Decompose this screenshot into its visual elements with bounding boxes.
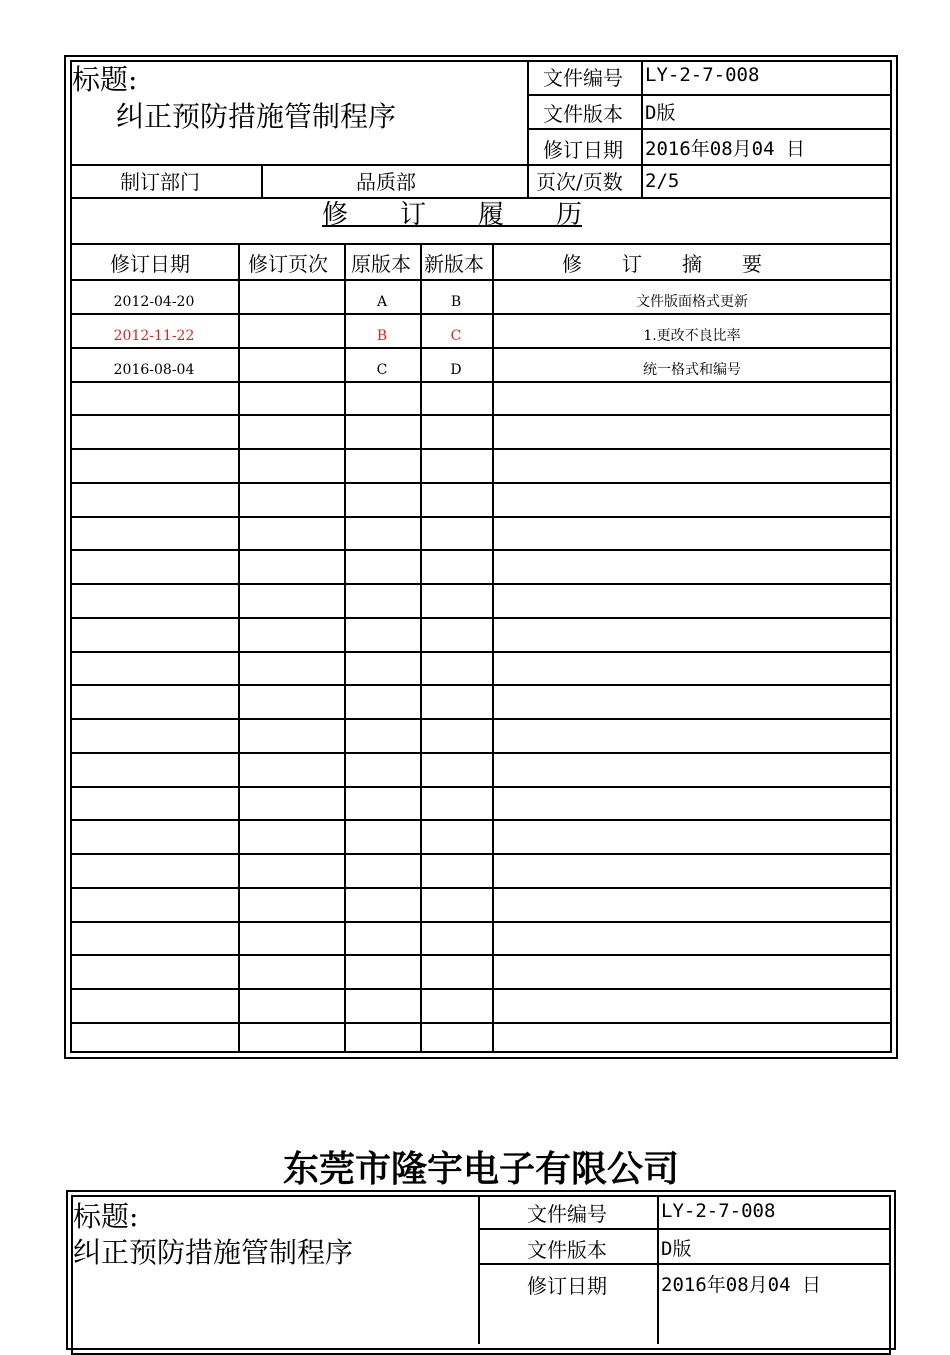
header-line xyxy=(478,1228,891,1230)
col-header-page: 修订页次 xyxy=(248,252,328,276)
table-col-divider xyxy=(238,243,240,1053)
table-row-line xyxy=(70,1022,892,1024)
table-row-line xyxy=(70,583,892,585)
doc-number-value: LY-2-7-008 xyxy=(661,1200,776,1222)
page-title: 纠正预防措施管制程序 xyxy=(73,1236,354,1269)
cell-summary: 统一格式和编号 xyxy=(643,362,741,378)
cell-old-version: A xyxy=(376,294,388,310)
revision-date-value: 2016年08月04 日 xyxy=(661,1274,821,1296)
page-count-value: 2/5 xyxy=(645,170,680,192)
title-label: 标题: xyxy=(72,63,138,96)
table-row-line xyxy=(70,887,892,889)
cell-old-version: C xyxy=(376,362,388,378)
table-row-line xyxy=(70,718,892,720)
table-row-line xyxy=(70,414,892,416)
history-title-line xyxy=(70,243,892,245)
table-row-line xyxy=(70,853,892,855)
doc-version-label: 文件版本 xyxy=(543,102,623,126)
page-title: 纠正预防措施管制程序 xyxy=(116,100,397,133)
table-row-line xyxy=(70,651,892,653)
table-row-line xyxy=(70,617,892,619)
table-row-line xyxy=(70,954,892,956)
col-header-new-version: 新版本 xyxy=(424,252,484,276)
table-row-line xyxy=(70,684,892,686)
col-header-date: 修订日期 xyxy=(110,252,190,276)
cell-old-version: B xyxy=(376,328,388,344)
table-row-line xyxy=(70,819,892,821)
table-row-line xyxy=(70,752,892,754)
table-row-line xyxy=(70,381,892,383)
header-divider xyxy=(657,1195,659,1344)
table-row-line xyxy=(70,482,892,484)
header-divider xyxy=(478,1195,480,1344)
table-row-line xyxy=(70,347,892,349)
header-line xyxy=(527,94,892,96)
doc-number-label: 文件编号 xyxy=(527,1202,607,1226)
doc-number-label: 文件编号 xyxy=(543,66,623,90)
cell-date: 2016-08-04 xyxy=(113,362,195,378)
company-name: 东莞市隆宇电子有限公司 xyxy=(283,1149,680,1190)
table-row-line xyxy=(70,313,892,315)
table-row-line xyxy=(70,279,892,281)
doc-version-value: D版 xyxy=(661,1238,692,1260)
header-divider xyxy=(261,164,263,197)
cell-date: 2012-04-20 xyxy=(113,294,195,310)
col-header-summary: 修 订 摘 要 xyxy=(562,252,762,276)
header-line xyxy=(478,1263,891,1265)
cell-date: 2012-11-22 xyxy=(113,328,195,344)
doc-number-value: LY-2-7-008 xyxy=(645,64,760,86)
header-line xyxy=(70,164,892,166)
revision-date-label: 修订日期 xyxy=(543,138,623,162)
title-label: 标题: xyxy=(73,1200,139,1233)
header-line xyxy=(527,128,892,130)
doc-version-label: 文件版本 xyxy=(527,1238,607,1262)
table-row-line xyxy=(70,549,892,551)
dept-label: 制订部门 xyxy=(120,170,200,194)
revision-date-label: 修订日期 xyxy=(527,1274,607,1298)
table-row-line xyxy=(70,988,892,990)
revision-date-value: 2016年08月04 日 xyxy=(645,138,805,160)
page-count-label: 页次/页数 xyxy=(536,170,623,194)
dept-value: 品质部 xyxy=(356,170,416,194)
cell-new-version: D xyxy=(450,362,462,378)
col-header-old-version: 原版本 xyxy=(351,252,411,276)
history-title: 修 订 履 历 xyxy=(322,200,583,230)
table-row-line xyxy=(70,516,892,518)
header-line xyxy=(70,197,892,199)
doc-version-value: D版 xyxy=(645,102,676,124)
cell-new-version: C xyxy=(450,328,462,344)
table-row-line xyxy=(70,448,892,450)
cell-new-version: B xyxy=(450,294,462,310)
table-row-line xyxy=(70,786,892,788)
cell-summary: 1.更改不良比率 xyxy=(643,328,741,344)
cell-summary: 文件版面格式更新 xyxy=(636,294,748,310)
table-row-line xyxy=(70,921,892,923)
